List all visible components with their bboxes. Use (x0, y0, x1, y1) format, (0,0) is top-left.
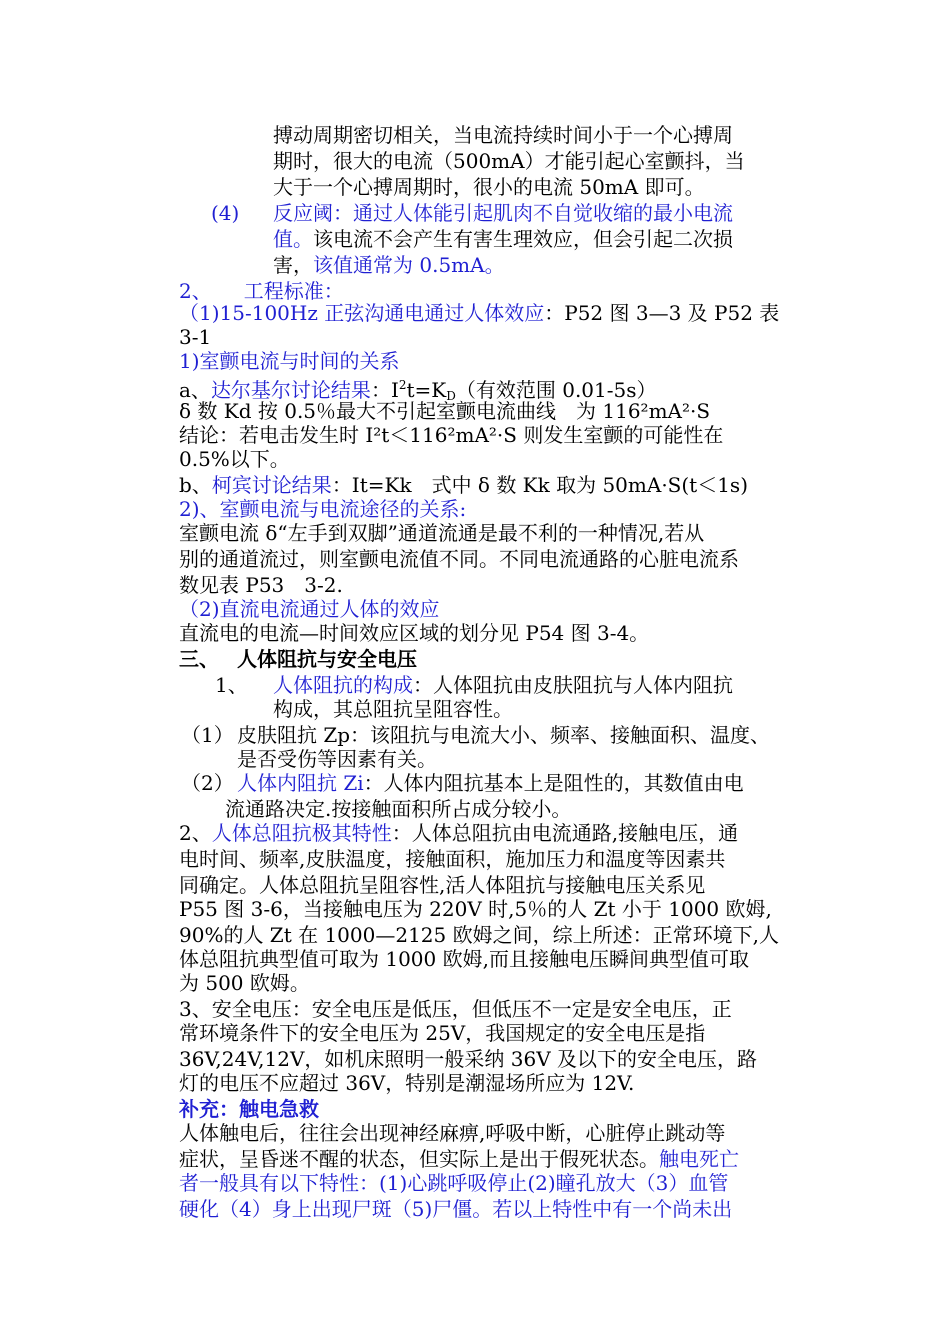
paragraph-line (273, 227, 913, 251)
subsection-title: 1)室颤电流与时间的关系 (179, 349, 400, 373)
list-number: (4) (211, 201, 240, 225)
body-text: 症状，呈昏迷不醒的状态，但实际上是出于假死状态。 (179, 1147, 659, 1171)
section-number: 2、 (179, 279, 212, 303)
paragraph-line: 同确定。人体总阻抗呈阻容性,活人体阻抗与接触电压关系见 (179, 873, 706, 897)
paragraph-line: 为 500 欧姆。 (179, 971, 310, 995)
list-number: （1） (181, 723, 234, 747)
highlight-text: （1)15-100Hz 正弦沟通电通过人体效应 (179, 301, 545, 325)
paragraph-line: 结论：若电击发生时 I²t＜116²mA²·S 则发生室颤的可能性在 (179, 423, 724, 447)
highlight-text: 触电死亡 (659, 1147, 739, 1171)
paragraph-line: 90%的人 Zt 在 1000—2125 欧姆之间，综上所述：正常环境下,人 (179, 923, 779, 947)
paragraph-line: 3-1 (179, 325, 212, 349)
formula-superscript: 2 (398, 378, 407, 392)
subsection-title: 2)、室颤电流与电流途径的关系: (179, 497, 467, 521)
body-text: ：人体总阻抗由电流通路,接触电压，通 (391, 821, 739, 845)
supplement-title: 补充：触电急救 (179, 1097, 319, 1121)
section-title: 工程标准： (243, 279, 344, 303)
body-text: （有效范围 0.01-5s） (455, 378, 657, 402)
paragraph-line (237, 771, 877, 795)
paragraph-line (179, 373, 819, 403)
body-text: 害， (273, 253, 313, 277)
paragraph-line: 搏动周期密切相关，当电流持续时间小于一个心搏周 (273, 123, 733, 147)
paragraph-line: 36V,24V,12V，如机床照明一般采纳 36V 及以下的安全电压，路 (179, 1047, 758, 1071)
item-prefix: b、 (179, 473, 212, 497)
paragraph-line: 构成，其总阻抗呈阻容性。 (273, 697, 513, 721)
item-prefix: 2、 (179, 821, 212, 845)
formula-text: t=K (406, 378, 447, 402)
paragraph-line (179, 1147, 819, 1171)
chapter-title: 人体阻抗与安全电压 (237, 647, 417, 671)
paragraph-line (273, 673, 913, 697)
paragraph-line: 体总阻抗典型值可取为 1000 欧姆,而且接触电压瞬间典型值可取 (179, 947, 749, 971)
highlight-text: 该值通常为 0.5mA。 (313, 253, 505, 277)
paragraph-line: 皮肤阻抗 Zp：该阻抗与电流大小、频率、接触面积、温度、 (237, 723, 771, 747)
paragraph-line: 是否受伤等因素有关。 (237, 747, 437, 771)
list-number: 1、 (215, 673, 248, 697)
paragraph-line: 流通路决定.按接触面积所占成分较小。 (225, 797, 572, 821)
paragraph-line: 电时间、频率,皮肤温度，接触面积，施加压力和温度等因素共 (179, 847, 726, 871)
list-number: （2） (181, 771, 234, 795)
paragraph-line: P55 图 3-6，当接触电压为 220V 时,5％的人 Zt 小于 1000 欧姆, (179, 897, 772, 921)
highlight-text: 达尔基尔讨论结果 (210, 378, 371, 402)
reaction-threshold-heading: 反应阈：通过人体能引起肌肉不自觉收缩的最小电流 (273, 201, 733, 225)
paragraph-line: 数见表 P53 3-2. (179, 573, 343, 597)
paragraph-line: 大于一个心搏周期时，很小的电流 50mA 即可。 (273, 175, 705, 199)
paragraph-line: 期时，很大的电流（500mA）才能引起心室颤抖，当 (273, 149, 745, 173)
paragraph-line (179, 473, 819, 497)
paragraph-line: 直流电的电流—时间效应区域的划分见 P54 图 3-4。 (179, 621, 650, 645)
paragraph-line (273, 253, 913, 277)
paragraph-line (179, 301, 819, 325)
item-prefix: a、 (179, 378, 211, 402)
body-text: 该电流不会产生有害生理效应，但会引起二次损 (313, 227, 733, 251)
paragraph-line (179, 821, 819, 845)
paragraph-line: 者一般具有以下特性：(1)心跳呼吸停止(2)瞳孔放大（3）血管 (179, 1171, 729, 1195)
formula-subscript: D (446, 389, 456, 403)
subsection-title: （2)直流电流通过人体的效应 (179, 597, 440, 621)
paragraph-line: 灯的电压不应超过 36V，特别是潮湿场所应为 12V. (179, 1071, 635, 1095)
body-text: ： (370, 378, 391, 402)
paragraph-line: 室颤电流 δ“左手到双脚”通道流通是最不利的一种情况,若从 (179, 521, 705, 545)
highlight-text: 人体内阻抗 Zi (237, 771, 364, 795)
chapter-heading (179, 647, 819, 671)
paragraph-line: 别的通道流过，则室颤电流值不同。不同电流通路的心脏电流系 (179, 547, 739, 571)
body-text: ：P52 图 3—3 及 P52 表 (544, 301, 780, 325)
paragraph-line: 3、安全电压：安全电压是低压，但低压不一定是安全电压，正 (179, 997, 732, 1021)
paragraph-line: 人体触电后，往往会出现神经麻痹,呼吸中断，心脏停止跳动等 (179, 1121, 726, 1145)
body-text: ：人体阻抗由皮肤阻抗与人体内阻抗 (413, 673, 733, 697)
chapter-number: 三、 (179, 647, 219, 671)
body-text: ：It=Kk 式中 δ 数 Kk 取为 50mA·S(t＜1s) (331, 473, 749, 497)
highlight-text: 人体总阻抗极其特性 (211, 821, 392, 845)
formula-text: I (390, 378, 399, 402)
highlight-text: 柯宾讨论结果 (211, 473, 332, 497)
section-heading (179, 279, 819, 303)
body-text: ：人体内阻抗基本上是阻性的，其数值由电 (363, 771, 744, 795)
paragraph-line: 0.5%以下。 (179, 447, 290, 471)
paragraph-line: 常环境条件下的安全电压为 25V，我国规定的安全电压是指 (179, 1021, 706, 1045)
highlight-text: 值。 (273, 227, 313, 251)
paragraph-line: δ 数 Kd 按 0.5％最大不引起室颤电流曲线 为 116²mA²·S (179, 399, 711, 423)
highlight-text: 人体阻抗的构成 (273, 673, 413, 697)
paragraph-line: 硬化（4）身上出现尸斑（5)尸僵。若以上特性中有一个尚未出 (179, 1197, 733, 1221)
